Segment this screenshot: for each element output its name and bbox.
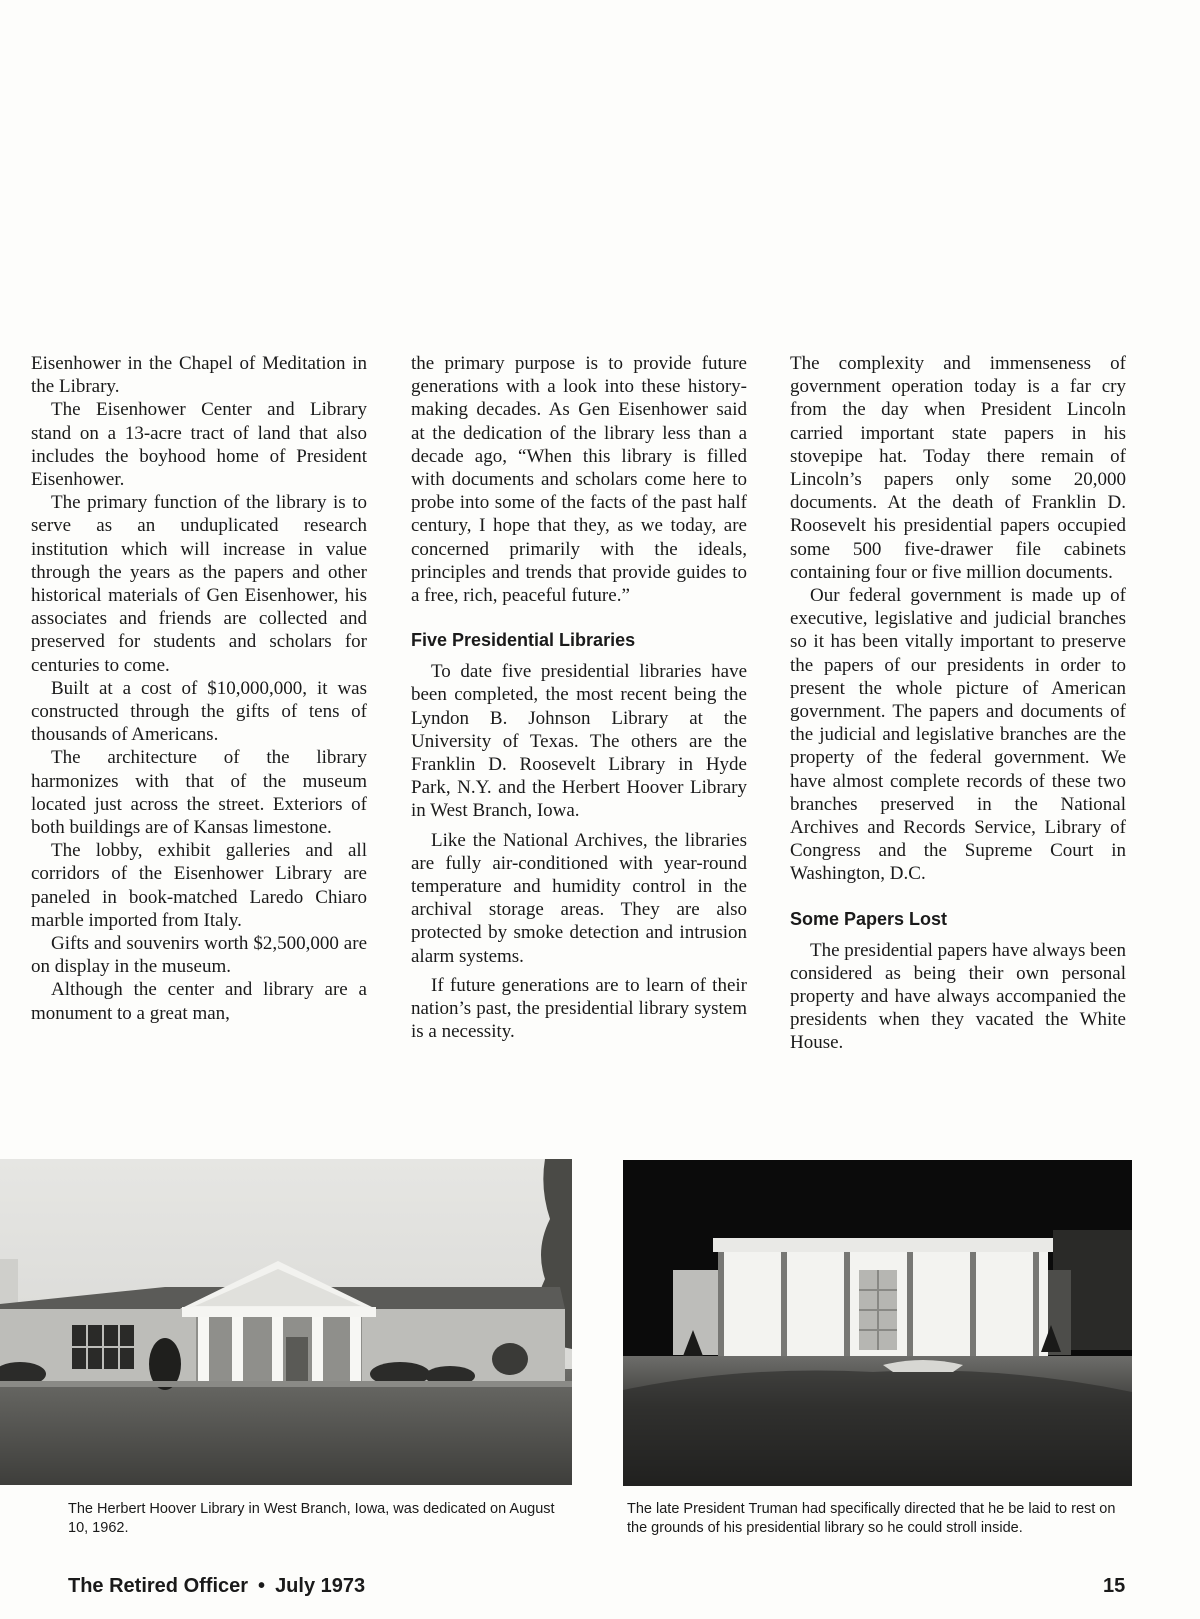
subheading-five-presidential-libraries: Five Presidential Libraries — [411, 630, 636, 651]
footer-publication-line — [68, 1575, 365, 1598]
truman-library-photo — [623, 1160, 1132, 1486]
paragraph: Built at a cost of $10,000,000, it was constructed through the gifts of tens of thousands of Americans. — [31, 677, 367, 746]
paragraph: To date five presidential libraries have been completed, the most recent being the Lyndon B. Johnson Library at the University of Texas. The others are the Franklin D. Roosevelt Library in Hyde Park, N.Y. and the Herbert Hoover Library in West Branch, Iowa. — [411, 661, 747, 822]
paragraph: Gifts and souvenirs worth $2,500,000 are on display in the museum. — [31, 933, 367, 978]
paragraph: The complexity and immenseness of government operation today is a far cry from the day when President Lincoln carried important state papers in his stovepipe hat. Today there remain of Lincoln’s papers only some 20,000 documents. At the death of Franklin D. Roosevelt his presidential papers occupied some 500 five-drawer file cabinets containing four or five million documents. — [790, 353, 1126, 583]
publication-name: The Retired Officer — [68, 1575, 249, 1597]
paragraph: Although the center and library are a monument to a great man, — [31, 979, 367, 1024]
page-number: 15 — [1103, 1575, 1126, 1597]
photo-caption-left: The Herbert Hoover Library in West Branch, Iowa, was dedicated on August 10, 1962. — [68, 1501, 555, 1536]
paragraph: The Eisenhower Center and Library stand on a 13-acre tract of land that also includes the boyhood home of President Eisenhower. — [31, 399, 367, 491]
paragraph: the primary purpose is to provide future generations with a look into these history-making decades. As Gen Eisenhower said at the dedication of the library less than a decade ago, “When this library is filled with documents and scholars come here to probe into some of the facts of the past half century, I hope that they, as we today, are concerned primarily with the ideals, principles and trends that provide guides to a free, rich, peaceful future.” — [411, 353, 747, 607]
paragraph: The presidential papers have always been considered as being their own personal property and have always accompanied the presidents when they vacated the White House. — [790, 939, 1127, 1054]
hoover-library-photo — [0, 1159, 572, 1485]
paragraph: Our federal government is made up of executive, legislative and judicial branches so it has been vitally important to preserve the papers of our presidents in order to present the whole picture of American government. The papers and documents of the judicial and legislative branches are the property of the federal government. We have almost complete records of these two branches preserved in the National Archives and Records Service, Library of Congress and the Supreme Court in Washington, D.C. — [790, 585, 1126, 885]
subheading-some-papers-lost: Some Papers Lost — [790, 908, 948, 929]
paragraph: Eisenhower in the Chapel of Meditation in the Library. — [31, 353, 367, 398]
article-column-1 — [31, 352, 367, 1025]
article-column-3 — [790, 352, 1126, 1055]
article-column-2 — [411, 352, 747, 1043]
paragraph: The architecture of the library harmonizes with that of the museum located just across the street. Exteriors of both buildings are of Kansas limestone. — [31, 747, 367, 839]
issue-date: July 1973 — [275, 1575, 366, 1597]
paragraph: The lobby, exhibit galleries and all corridors of the Eisenhower Library are paneled in book-matched Laredo Chiaro marble imported from Italy. — [31, 840, 367, 931]
photo-caption-right: The late President Truman had specifically directed that he be laid to rest on the grounds of his presidential library so he could stroll inside. — [627, 1501, 1116, 1536]
paragraph: The primary function of the library is to serve as an unduplicated research institution which will increase in value through the years as the papers and other historical materials of Gen Eisenhower, his associates and friends are collected and preserved for students and scholars for centuries to come. — [31, 492, 367, 676]
paragraph: If future generations are to learn of their nation’s past, the presidential library system is a necessity. — [411, 974, 747, 1043]
paragraph: Like the National Archives, the libraries are fully air-conditioned with year-round temperature and humidity control in the archival storage areas. They are also protected by smoke detection and intrusion alarm systems. — [411, 829, 747, 967]
footer-separator: • — [258, 1575, 266, 1597]
